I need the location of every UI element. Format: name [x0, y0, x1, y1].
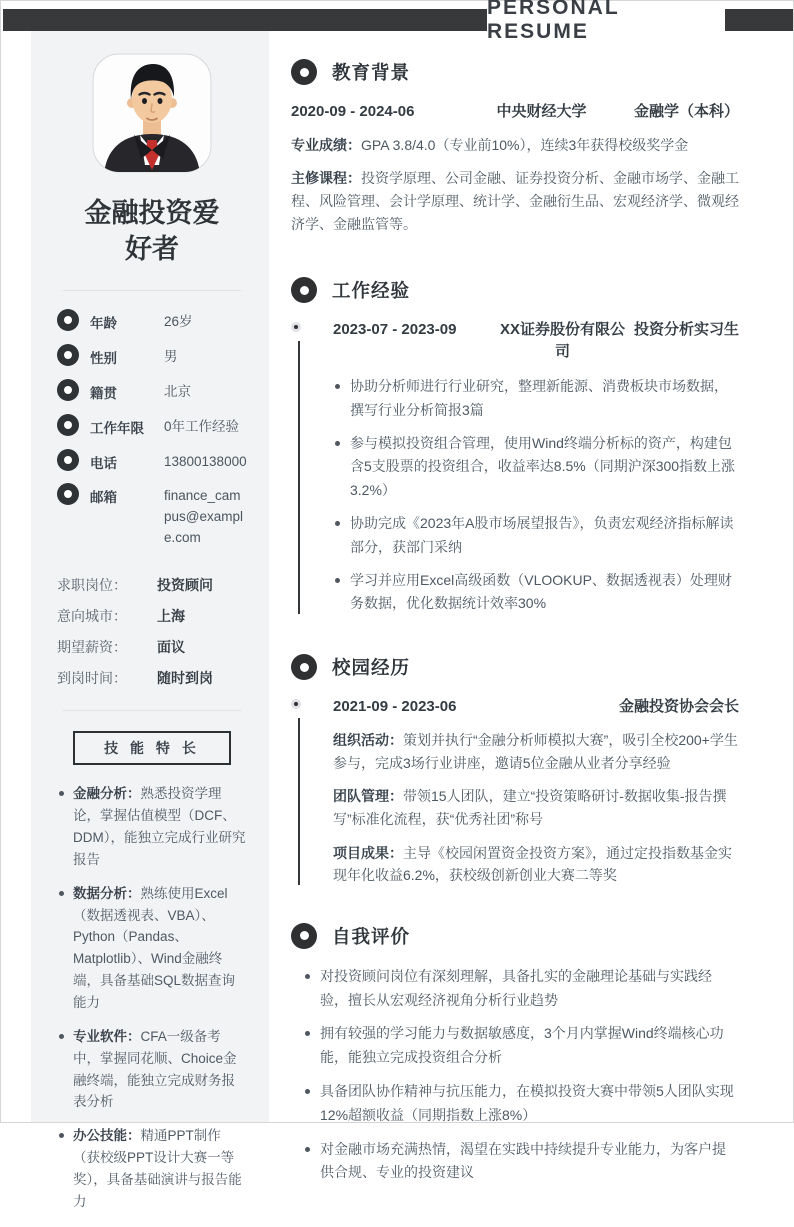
bullet-dot — [335, 384, 340, 389]
work-bullet: 协助分析师进行行业研究，整理新能源、消费板块市场数据，撰写行业分析简报3篇 — [333, 375, 739, 423]
skills-list — [57, 783, 247, 1212]
avatar — [57, 53, 247, 173]
sidebar — [31, 31, 269, 1209]
skill-text: 专业软件：CFA一级备考中，掌握同花顺、Choice金融终端，能独立完成财务报表分析 — [73, 1028, 237, 1110]
intent-row-availability — [57, 668, 247, 688]
intent-row-salary — [57, 637, 247, 657]
intent-value: 投资顾问 — [157, 577, 213, 594]
timeline-line — [298, 718, 300, 885]
mail-icon — [57, 483, 79, 505]
personal-info-list — [57, 311, 247, 549]
job-intention-list — [57, 575, 247, 688]
briefcase-icon — [57, 414, 79, 436]
info-value: 男 — [164, 348, 178, 364]
education-courses: 主修课程：投资学原理、公司金融、证券投资分析、金融市场学、金融工程、风险管理、会计学原理、统计学、金融衍生品、宏观经济学、微观经济学、金融监管等。 — [291, 170, 739, 232]
bullet-dot — [59, 891, 64, 896]
campus-item: 项目成果：主导《校园闲置资金投资方案》，通过定投指数基金实现年化收益6.2%，获校级创新创业大赛二等奖 — [333, 844, 732, 884]
work-bullet: 协助完成《2023年A股市场展望报告》，负责宏观经济指标解读部分，获部门采纳 — [333, 512, 739, 560]
work-entry — [291, 319, 739, 616]
section-bullet-icon — [291, 923, 317, 949]
section-self-evaluation — [291, 923, 739, 1185]
bullet-dot — [59, 791, 64, 796]
campus-period: 2021-09 - 2023-06 — [333, 698, 457, 716]
info-label: 籍贯 — [90, 385, 117, 401]
info-label: 电话 — [90, 455, 117, 471]
intent-value: 上海 — [157, 608, 185, 625]
info-row-age — [57, 311, 247, 333]
intent-label: 求职岗位： — [57, 577, 127, 594]
gender-icon — [57, 344, 79, 366]
work-bullet-list — [333, 375, 739, 616]
self-eval-bullet: 对金融市场充满热情，渴望在实践中持续提升专业能力，为客户提供合规、专业的投资建议 — [303, 1138, 739, 1186]
timeline-dot — [291, 322, 301, 332]
skill-item — [57, 783, 247, 870]
work-company: XX证券股份有限公司 — [499, 321, 625, 361]
intent-value: 面议 — [157, 639, 185, 656]
education-date-row — [291, 101, 739, 123]
candidate-name: 金融投资爱好者 — [84, 198, 220, 265]
skills-section-title: 技 能 特 长 — [73, 731, 231, 765]
section-title: 教育背景 — [332, 62, 411, 83]
intent-label: 到岗时间： — [57, 670, 127, 687]
campus-date-row — [333, 696, 739, 718]
education-gpa: 专业成绩：GPA 3.8/4.0（专业前10%），连续3年获得校级奖学金 — [291, 136, 689, 153]
section-bullet-icon — [291, 277, 317, 303]
age-icon — [57, 309, 79, 331]
work-bullet: 学习并应用Excel高级函数（VLOOKUP、数据透视表）处理财务数据，优化数据统计效率30% — [333, 569, 739, 617]
self-eval-bullet: 具备团队协作精神与抗压能力，在模拟投资大赛中带领5人团队实现12%超额收益（同期指数上涨8%） — [303, 1080, 739, 1128]
divider — [63, 290, 241, 291]
bullet-dot — [305, 1031, 310, 1036]
skill-item — [57, 883, 247, 1014]
skill-text: 办公技能：精通PPT制作（获校级PPT设计大赛一等奖），具备基础演讲与报告能力 — [73, 1128, 242, 1209]
phone-icon — [57, 449, 79, 471]
section-campus — [291, 654, 739, 887]
section-title: 自我评价 — [332, 925, 411, 947]
education-period: 2020-09 - 2024-06 — [291, 103, 415, 120]
work-date-row — [333, 319, 739, 363]
info-label: 工作年限 — [90, 420, 144, 436]
bullet-dot — [59, 1034, 64, 1039]
section-header — [291, 59, 739, 85]
intent-value: 随时到岗 — [157, 670, 213, 687]
bullet-dot — [305, 974, 310, 979]
section-title: 工作经验 — [332, 280, 411, 302]
section-title: 校园经历 — [332, 657, 411, 679]
info-value: 0年工作经验 — [164, 418, 240, 434]
bullet-dot — [335, 441, 340, 446]
info-value: 北京 — [164, 383, 191, 399]
skill-text: 金融分析：熟悉投资学理论，掌握估值模型（DCF、DDM），能独立完成行业研究报告 — [73, 786, 246, 867]
page-title: PERSONAL RESUME — [487, 1, 725, 39]
education-degree: 金融学（本科） — [633, 103, 739, 120]
divider — [63, 710, 241, 711]
timeline-dot — [291, 699, 301, 709]
bullet-dot — [305, 1147, 310, 1152]
intent-row-city — [57, 606, 247, 626]
campus-entry — [291, 696, 739, 887]
work-period: 2023-07 - 2023-09 — [333, 321, 457, 339]
section-header — [291, 654, 739, 680]
info-label: 性别 — [90, 350, 117, 366]
timeline-line — [298, 341, 300, 614]
skill-text: 数据分析：熟练使用Excel（数据透视表、VBA）、Python（Pandas、Matplotlib）、Wind金融终端，具备基础SQL数据查询能力 — [73, 885, 236, 1010]
main-column — [291, 59, 739, 1227]
section-education — [291, 59, 739, 235]
bullet-dot — [335, 578, 340, 583]
campus-item: 团队管理：带领15人团队，建立“投资策略研讨-数据收集-报告撰写”标准化流程，获“优秀社团”称号 — [333, 788, 727, 827]
intent-label: 意向城市： — [57, 608, 127, 625]
info-value: 13800138000 — [164, 453, 247, 469]
info-row-phone — [57, 451, 247, 473]
self-eval-bullet-list — [291, 965, 739, 1185]
education-school: 中央财经大学 — [496, 103, 587, 120]
info-row-gender — [57, 346, 247, 368]
info-row-hometown — [57, 381, 247, 403]
info-value: 26岁 — [164, 313, 193, 329]
bullet-dot — [335, 521, 340, 526]
intent-row-position — [57, 575, 247, 595]
portrait-illustration — [92, 53, 212, 173]
work-role: 投资分析实习生 — [633, 321, 739, 339]
self-eval-bullet: 拥有较强的学习能力与数据敏感度，3个月内掌握Wind终端核心功能，能独立完成投资组合分析 — [303, 1022, 739, 1070]
campus-role: 金融投资协会会长 — [618, 698, 739, 716]
section-header — [291, 923, 739, 949]
info-row-email — [57, 485, 247, 549]
section-bullet-icon — [291, 654, 317, 680]
info-row-experience — [57, 416, 247, 438]
email-value: finance_campus@example.com — [164, 488, 243, 546]
info-label: 年龄 — [90, 315, 117, 331]
self-eval-bullet: 对投资顾问岗位有深刻理解，具备扎实的金融理论基础与实践经验，擅长从宏观经济视角分析行业趋势 — [303, 965, 739, 1013]
section-bullet-icon — [291, 59, 317, 85]
info-label: 邮箱 — [90, 490, 117, 506]
bullet-dot — [305, 1089, 310, 1094]
work-bullet: 参与模拟投资组合管理，使用Wind终端分析标的资产，构建包含5支股票的投资组合，收益率达8.5%（同期沪深300指数上涨3.2%） — [333, 432, 739, 503]
campus-item: 组织活动：策划并执行“金融分析师模拟大赛”，吸引全校200+学生参与，完成3场行业讲座，邀请5位金融从业者分享经验 — [333, 731, 738, 771]
intent-label: 期望薪资： — [57, 639, 127, 656]
location-icon — [57, 379, 79, 401]
section-work — [291, 277, 739, 616]
section-header — [291, 277, 739, 303]
bullet-dot — [59, 1133, 64, 1138]
skill-item — [57, 1125, 247, 1212]
skill-item — [57, 1026, 247, 1113]
